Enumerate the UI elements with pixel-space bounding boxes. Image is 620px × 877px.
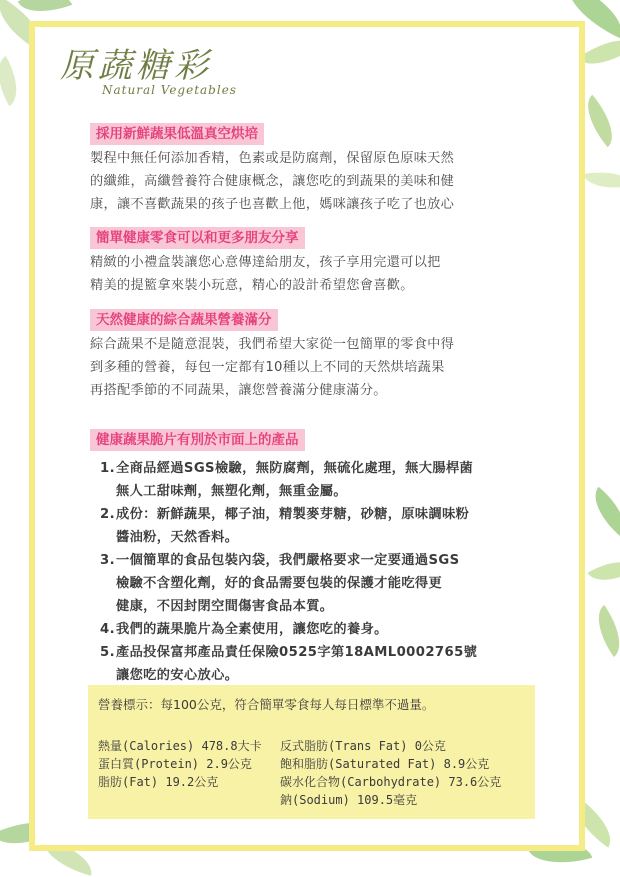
item-number: 3. — [100, 553, 115, 568]
item-line: 產品投保富邦產品責任保險0525字第18AML0002765號 — [116, 645, 478, 660]
item-number: 1. — [100, 461, 115, 476]
item-line: 無人工甜味劑，無塑化劑，無重金屬。 — [116, 484, 347, 499]
item-line: 我們的蔬果脆片為全素使用，讓您吃的養身。 — [116, 622, 388, 637]
nutrition-value: 蛋白質(Protein) 2.9公克 — [98, 757, 252, 771]
item-line: 一個簡單的食品包裝內袋，我們嚴格要求一定要通過SGS — [116, 553, 460, 568]
paragraph-line: 到多種的營養，每包一定都有10種以上不同的天然烘培蔬果 — [90, 360, 445, 375]
item-line: 檢驗不含塑化劑，好的食品需要包裝的保護才能吃得更 — [116, 576, 443, 591]
logo-chinese: 原蔬糖彩 — [60, 46, 212, 86]
section-nutrition-full — [90, 309, 540, 402]
section-heading: 採用新鮮蔬果低溫真空烘培 — [90, 123, 264, 145]
features-list — [90, 457, 540, 687]
nutrition-value: 碳水化合物(Carbohydrate) 73.6公克 — [280, 775, 502, 789]
list-item — [90, 457, 540, 503]
section-heading: 簡單健康零食可以和更多朋友分享 — [90, 227, 305, 249]
item-number: 4. — [100, 622, 115, 637]
section-paragraph — [90, 333, 540, 402]
nutrition-value: 飽和脂肪(Saturated Fat) 8.9公克 — [280, 757, 490, 771]
paragraph-line: 康，讓不喜歡蔬果的孩子也喜歡上他，媽咪讓孩子吃了也放心 — [90, 197, 455, 212]
features-heading: 健康蔬果脆片有別於市面上的產品 — [90, 429, 305, 451]
nutrition-header: 營養標示：每100公克，符合簡單零食每人每日標準不過量。 — [98, 697, 435, 712]
features-section — [90, 429, 540, 687]
item-line: 全商品經過SGS檢驗，無防腐劑，無硫化處理，無大腸桿菌 — [116, 461, 474, 476]
list-item — [90, 549, 540, 618]
paragraph-line: 精美的提籃拿來裝小玩意，精心的設計希望您會喜歡。 — [90, 278, 414, 293]
item-number: 5. — [100, 645, 115, 660]
list-item — [90, 641, 540, 687]
paragraph-line: 再搭配季節的不同蔬果，讓您營養滿分健康滿分。 — [90, 383, 387, 398]
nutrition-label-box — [88, 685, 535, 819]
brand-logo — [60, 38, 237, 97]
item-line: 健康，不因封閉空間傷害食品本質。 — [116, 599, 334, 614]
item-line: 成份：新鮮蔬果，椰子油，精製麥芽糖，砂糖，原味調味粉 — [116, 507, 470, 522]
item-line: 讓您吃的安心放心。 — [116, 668, 239, 683]
nutrition-value: 反式脂肪(Trans Fat) 0公克 — [280, 739, 446, 753]
paragraph-line: 綜合蔬果不是隨意混裝，我們希望大家從一包簡單的零食中得 — [90, 337, 455, 352]
list-item — [90, 503, 540, 549]
section-heading: 天然健康的綜合蔬果營養滿分 — [90, 309, 278, 331]
section-share-friends — [90, 227, 540, 297]
nutrition-value: 熱量(Calories) 478.8大卡 — [98, 739, 262, 753]
section-fresh-baking — [90, 123, 540, 216]
item-number: 2. — [100, 507, 115, 522]
item-line: 醬油粉，天然香料。 — [116, 530, 239, 545]
section-paragraph — [90, 147, 540, 216]
section-paragraph — [90, 251, 540, 297]
nutrition-value: 鈉(Sodium) 109.5毫克 — [280, 793, 418, 807]
paragraph-line: 精緻的小禮盒裝讓您心意傳達給朋友，孩子享用完還可以把 — [90, 255, 441, 270]
paragraph-line: 製程中無任何添加香精，色素或是防腐劑，保留原色原味天然 — [90, 151, 455, 166]
list-item — [90, 618, 540, 641]
paragraph-line: 的纖維，高纖營養符合健康概念，讓您吃的到蔬果的美味和健 — [90, 174, 455, 189]
nutrition-value: 脂肪(Fat) 19.2公克 — [98, 775, 219, 789]
logo-english: Natural Vegetables — [102, 83, 237, 97]
